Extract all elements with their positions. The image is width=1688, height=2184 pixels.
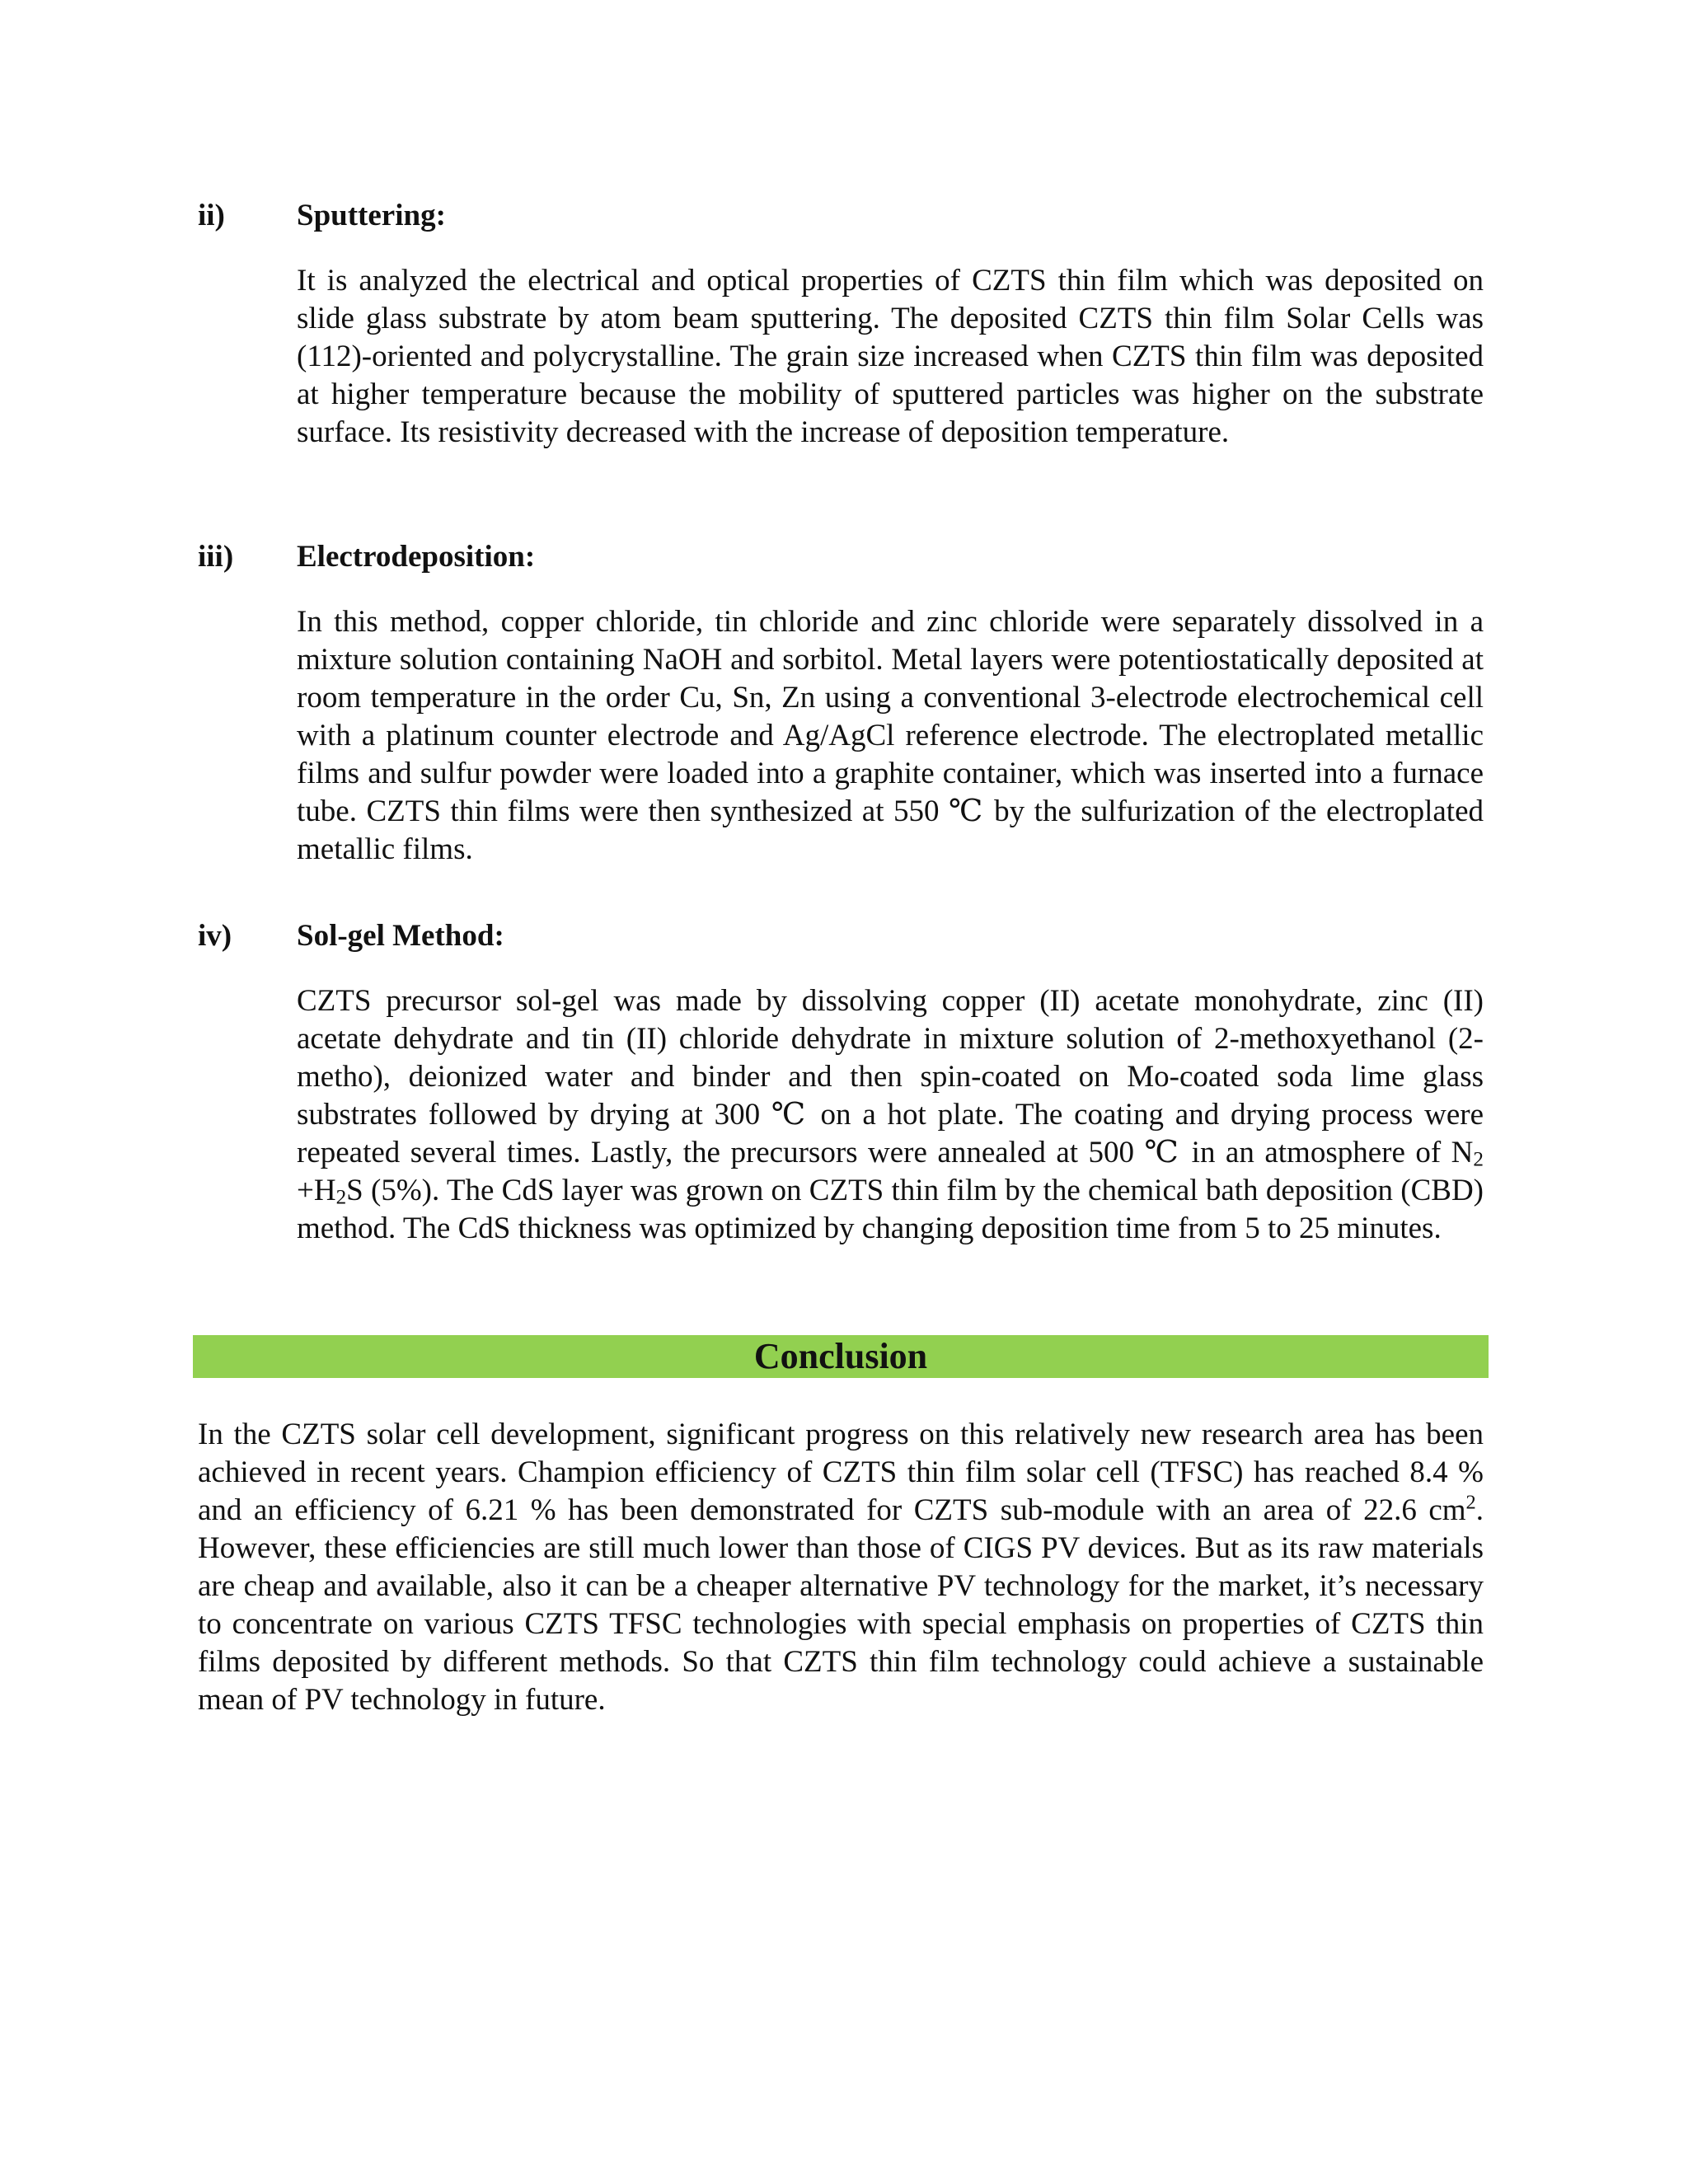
section-sol-gel — [198, 912, 1484, 1248]
superscript: 2 — [1465, 1491, 1476, 1514]
section-paragraph — [297, 982, 1484, 1248]
section-title: Electrodeposition: — [297, 540, 536, 574]
section-number: ii) — [198, 199, 225, 232]
section-electrodeposition — [198, 532, 1484, 869]
section-paragraph: It is analyzed the electrical and optical properties of CZTS thin film which was deposited on slide glass substrate by atom beam sputtering. The deposited CZTS thin film Solar Cells was (112)-oriented and polycrystalline. The grain size increased when CZTS thin film was deposited at higher temperature because the mobility of sputtered particles was higher on the substrate surface. Its resistivity decreased with the increase of deposition temperature. — [297, 264, 1484, 449]
section-heading — [198, 912, 1484, 961]
subscript: 2 — [1473, 1148, 1484, 1171]
section-heading — [198, 191, 1484, 241]
conclusion-heading: Conclusion — [193, 1335, 1489, 1378]
section-number: iii) — [198, 540, 234, 574]
section-paragraph: In this method, copper chloride, tin chloride and zinc chloride were separately dissolved in a mixture solution containing NaOH and sorbitol. Metal layers were potentiostatically deposited at room temperature in the order Cu, Sn, Zn using a conventional 3-electrode electrochemical cell with a platinum counter electrode and Ag/AgCl reference electrode. The electroplated metallic films and sulfur powder were loaded into a graphite container, which was inserted into a furnace tube. CZTS thin films were then synthesized at 550 ℃ by the sulfurization of the electroplated metallic films. — [297, 605, 1484, 866]
text-run: S (5%). The CdS layer was grown on CZTS thin film by the chemical bath deposition (CBD) method. The CdS thickness was optimized by changing deposition time from 5 to 25 minutes. — [297, 1174, 1484, 1245]
subscript: 2 — [335, 1186, 347, 1209]
section-title: Sputtering: — [297, 199, 446, 232]
section-title: Sol-gel Method: — [297, 919, 504, 953]
section-number: iv) — [198, 919, 232, 953]
text-run: +H — [297, 1174, 336, 1207]
conclusion-paragraph — [198, 1416, 1484, 1719]
section-heading — [198, 532, 1484, 582]
text-run: CZTS precursor sol-gel was made by dissolving copper (II) acetate monohydrate, zinc (II) acetate dehydrate and tin (II) chloride dehydrate in mixture solution of 2-methoxyethanol (2-metho), deionized water and binder and then spin-coated on Mo-coated soda lime glass substrates followed by drying at 300 ℃ on a hot plate. The coating and drying process were repeated several times. Lastly, the precursors were annealed at 500 ℃ in an atmosphere of N — [297, 984, 1484, 1169]
text-run: . However, these efficiencies are still much lower than those of CIGS PV devices. But as its raw materials are cheap and available, also it can be a cheaper alternative PV technology for the market, it’s necessary to concentrate on various CZTS TFSC technologies with special emphasis on properties of CZTS thin films deposited by different methods. So that CZTS thin film technology could achieve a sustainable mean of PV technology in future. — [198, 1493, 1484, 1717]
text-run: In the CZTS solar cell development, significant progress on this relatively new research area has been achieved in recent years. Champion efficiency of CZTS thin film solar cell (TFSC) has reached 8.4 % and an efficiency of 6.21 % has been demonstrated for CZTS sub-module with an area of 22.6 cm — [198, 1418, 1484, 1527]
section-sputtering — [198, 191, 1484, 452]
